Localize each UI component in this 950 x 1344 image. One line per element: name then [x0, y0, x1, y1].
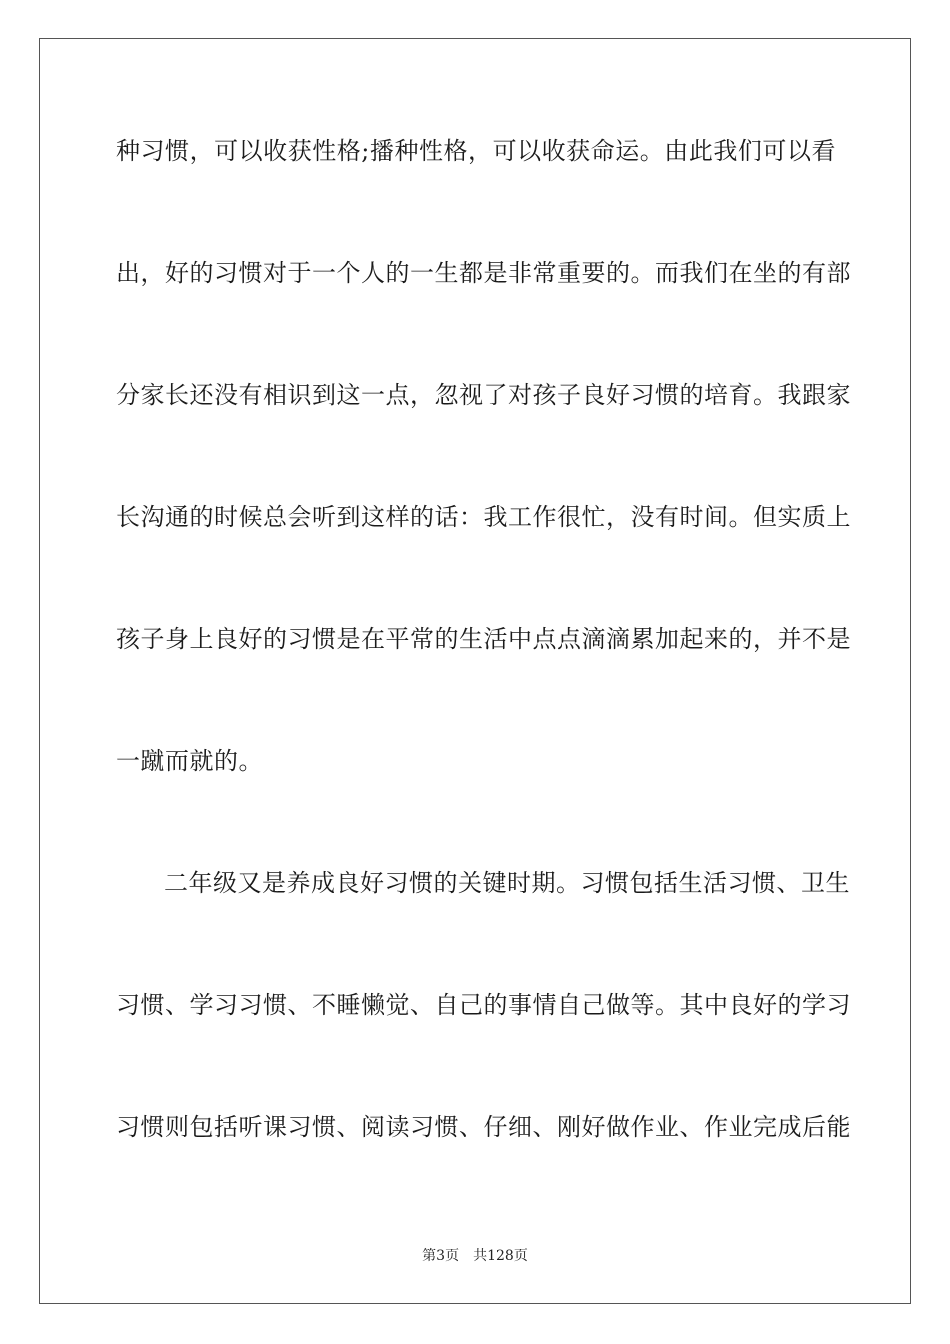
paragraph-line-1: 种习惯，可以收获性格;播种性格，可以收获命运。由此我们可以看	[116, 137, 836, 165]
paragraph-line-9: 习惯则包括听课习惯、阅读习惯、仔细、刚好做作业、作业完成后能	[116, 1113, 851, 1141]
paragraph-line-7: 二年级又是养成良好习惯的关键时期。习惯包括生活习惯、卫生	[164, 869, 850, 897]
paragraph-line-8: 习惯、学习习惯、不睡懒觉、自己的事情自己做等。其中良好的学习	[116, 991, 851, 1019]
page-footer	[0, 1247, 950, 1265]
paragraph-line-4: 长沟通的时候总会听到这样的话：我工作很忙，没有时间。但实质上	[116, 503, 851, 531]
paragraph-line-2: 出，好的习惯对于一个人的一生都是非常重要的。而我们在坐的有部	[116, 259, 851, 287]
paragraph-line-5: 孩子身上良好的习惯是在平常的生活中点点滴滴累加起来的，并不是	[116, 625, 851, 653]
paragraph-line-3: 分家长还没有相识到这一点，忽视了对孩子良好习惯的培育。我跟家	[116, 381, 851, 409]
page-total: 共128页	[473, 1248, 528, 1264]
page-number: 第3页	[422, 1248, 460, 1264]
paragraph-line-6: 一蹴而就的。	[116, 747, 263, 775]
